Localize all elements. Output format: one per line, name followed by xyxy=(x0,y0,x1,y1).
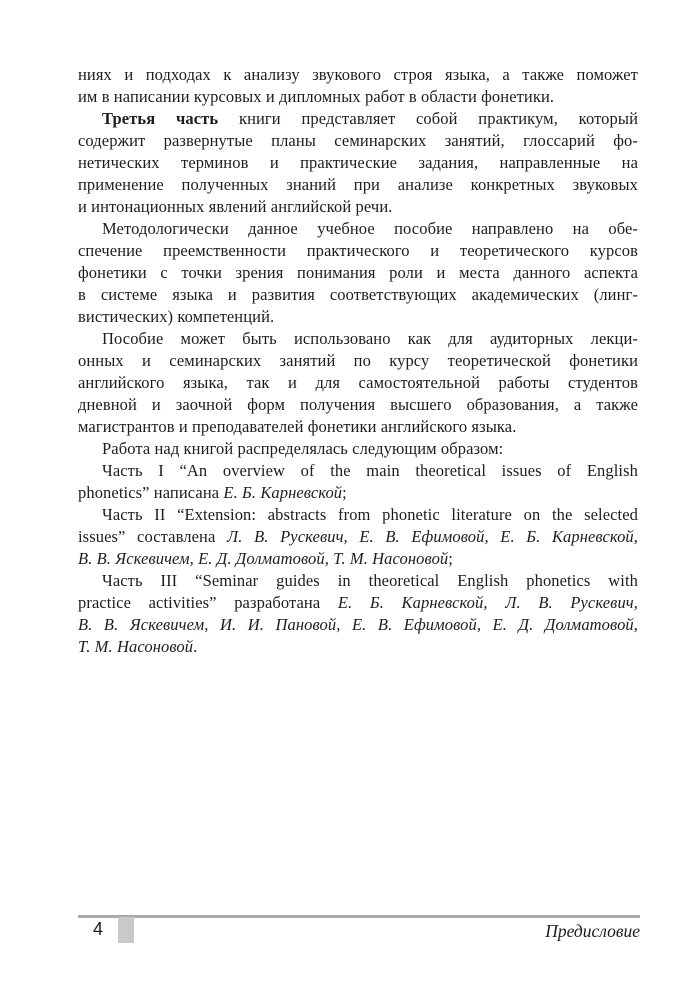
text-run: Методологически данное учебное пособие направлено на обе- xyxy=(102,219,638,238)
text-line xyxy=(78,218,638,240)
text-line xyxy=(78,262,638,284)
italic-text-run: Е. Б. Карневской xyxy=(223,483,343,502)
text-run: дневной и заочной форм получения высшего образования, а также xyxy=(78,395,638,414)
running-title: Предисловие xyxy=(545,921,640,941)
text-run: содержит развернутые планы семинарских занятий, глоссарий фо- xyxy=(78,131,638,150)
text-run: и интонационных явлений английской речи. xyxy=(78,197,393,216)
bold-text-run: Третья часть xyxy=(102,109,219,128)
text-line xyxy=(78,240,638,262)
text-line xyxy=(78,482,638,504)
footer-marker xyxy=(118,917,134,943)
text-run: Часть II “Extension: abstracts from phonetic literature on the selected xyxy=(102,505,638,524)
text-line xyxy=(78,614,638,636)
text-run: магистрантов и преподавателей фонетики английского языка. xyxy=(78,417,517,436)
text-line xyxy=(78,174,638,196)
italic-text-run: Е. Б. Карневской, Л. В. Рускевич, xyxy=(337,593,638,612)
text-run: issues” составлена xyxy=(78,527,227,546)
text-line xyxy=(78,306,638,328)
text-run: ниях и подходах к анализу звукового строя языка, а также поможет xyxy=(78,65,638,84)
text-line xyxy=(78,460,638,482)
text-run: в системе языка и развития соответствующих академических (линг- xyxy=(78,285,638,304)
text-run: ; xyxy=(448,549,453,568)
text-line xyxy=(78,416,638,438)
text-run: Часть III “Seminar guides in theoretical English phonetics with xyxy=(102,571,638,590)
text-line xyxy=(78,548,638,570)
text-run: . xyxy=(193,637,198,656)
italic-text-run: В. В. Яскевичем, И. И. Пановой, Е. В. Ефимовой, Е. Д. Долматовой, xyxy=(78,615,638,634)
text-run: книги представляет собой практикум, который xyxy=(218,109,638,128)
text-line xyxy=(78,504,638,526)
text-line xyxy=(78,108,638,130)
text-run: ; xyxy=(342,483,347,502)
text-line xyxy=(78,64,638,86)
text-line xyxy=(78,328,638,350)
text-run: спечение преемственности практического и теоретического курсов xyxy=(78,241,638,260)
text-run: английского языка, так и для самостоятельной работы студентов xyxy=(78,373,638,392)
body-text xyxy=(78,64,638,658)
text-line xyxy=(78,130,638,152)
italic-text-run: Т. М. Насоновой xyxy=(78,637,194,656)
text-line xyxy=(78,372,638,394)
text-run: Работа над книгой распределялась следующим образом: xyxy=(102,439,504,458)
text-run: фонетики с точки зрения понимания роли и места данного аспекта xyxy=(78,263,638,282)
text-line xyxy=(78,284,638,306)
text-line xyxy=(78,592,638,614)
text-run: онных и семинарских занятий по курсу теоретической фонетики xyxy=(78,351,638,370)
text-run: phonetics” написана xyxy=(78,483,224,502)
text-line xyxy=(78,86,638,108)
text-run: practice activities” разработана xyxy=(78,593,338,612)
text-run: Часть I “An overview of the main theoretical issues of English xyxy=(102,461,638,480)
text-run: нетических терминов и практические задания, направленные на xyxy=(78,153,638,172)
text-line xyxy=(78,394,638,416)
italic-text-run: В. В. Яскевичем, Е. Д. Долматовой, Т. М. Насоновой xyxy=(78,549,449,568)
text-line xyxy=(78,526,638,548)
text-line xyxy=(78,196,638,218)
text-line xyxy=(78,570,638,592)
text-line xyxy=(78,152,638,174)
footer-rule xyxy=(78,915,640,918)
text-run: применение полученных знаний при анализе конкретных звуковых xyxy=(78,175,638,194)
page-number: 4 xyxy=(93,919,104,939)
text-run: им в написании курсовых и дипломных работ в области фонетики. xyxy=(78,87,555,106)
text-line xyxy=(78,350,638,372)
text-run: Пособие может быть использовано как для аудиторных лекци- xyxy=(102,329,638,348)
text-line xyxy=(78,636,638,658)
text-run: вистических) компетенций. xyxy=(78,307,275,326)
italic-text-run: Л. В. Рускевич, Е. В. Ефимовой, Е. Б. Карневской, xyxy=(226,527,638,546)
text-line xyxy=(78,438,638,460)
